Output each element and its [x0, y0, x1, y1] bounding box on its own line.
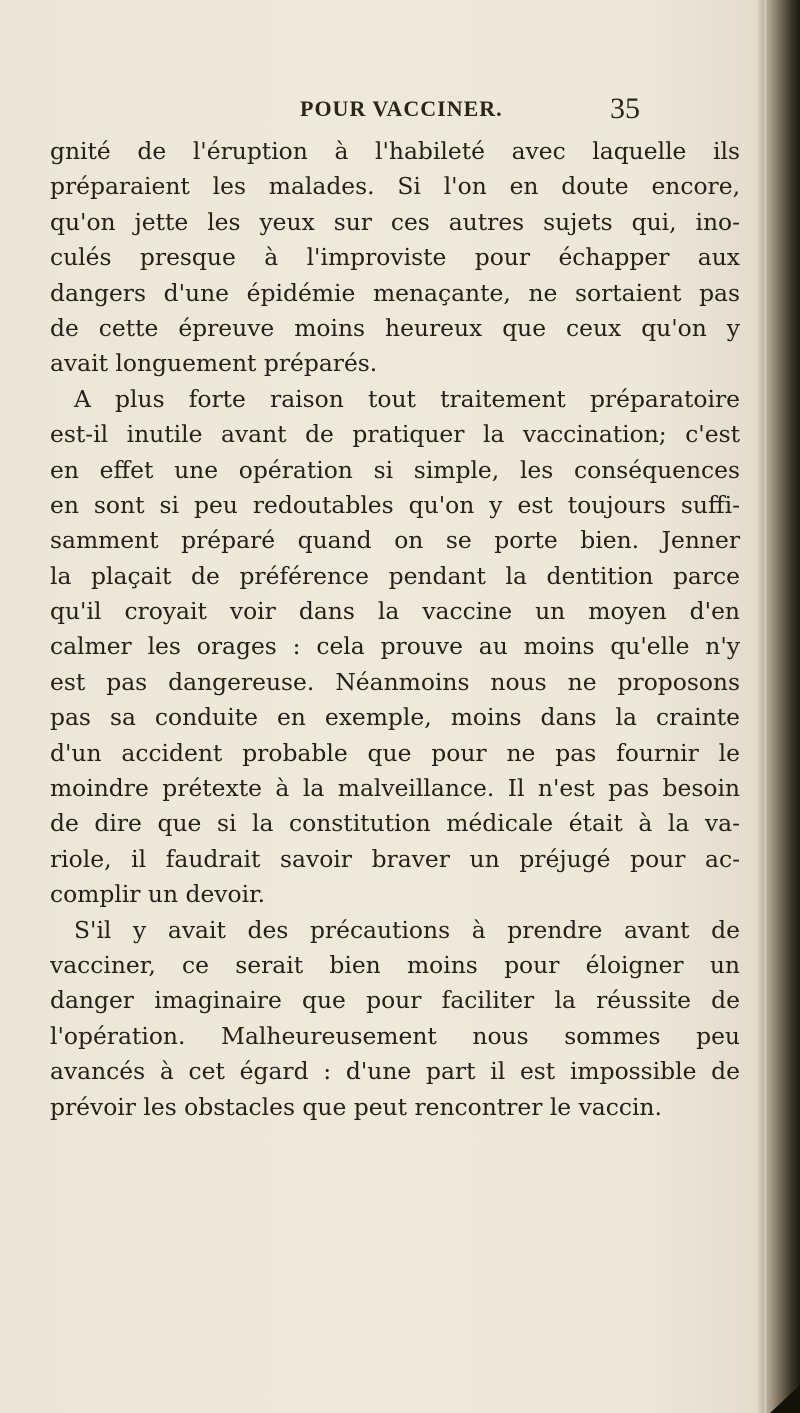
text-line: S'il y avait des précautions à prendre avant de [74, 915, 740, 944]
text-line: A plus forte raison tout traitement préparatoire [74, 384, 740, 413]
text-line: culés presque à l'improviste pour échapper aux [50, 243, 740, 272]
body-text [50, 134, 740, 1125]
text-line: gnité de l'éruption à l'habileté avec laquelle ils [50, 137, 740, 165]
text-line: vacciner, ce serait bien moins pour éloigner un [50, 950, 740, 979]
text-line: la plaçait de préférence pendant la dentition parce [50, 561, 740, 590]
text-line: dangers d'une épidémie menaçante, ne sortaient pas [50, 278, 740, 307]
text-line: avancés à cet égard : d'une part il est impossible de [50, 1057, 740, 1086]
text-line: est-il inutile avant de pratiquer la vaccination; c'est [50, 420, 740, 449]
text-line: calmer les orages : cela prouve au moins qu'elle n'y [50, 632, 740, 661]
text-line: en effet une opération si simple, les conséquences [50, 455, 740, 484]
text-line: riole, il faudrait savoir braver un préjugé pour ac- [50, 844, 740, 873]
text-line: qu'on jette les yeux sur ces autres sujets qui, ino- [50, 207, 740, 236]
text-line: pas sa conduite en exemple, moins dans la crainte [50, 703, 740, 732]
text-line: préparaient les malades. Si l'on en doute encore, [50, 172, 740, 201]
text-line: prévoir les obstacles que peut rencontrer le vaccin. [50, 1092, 662, 1121]
page-number: 35 [610, 92, 640, 125]
text-line: est pas dangereuse. Néanmoins nous ne proposons [50, 667, 740, 696]
running-head: POUR VACCINER. [300, 96, 503, 121]
text-line: l'opération. Malheureusement nous sommes peu [50, 1021, 740, 1050]
text-line: samment préparé quand on se porte bien. Jenner [50, 526, 740, 555]
text-line: avait longuement préparés. [50, 349, 378, 378]
text-line: complir un devoir. [50, 880, 266, 909]
text-line: moindre prétexte à la malveillance. Il n'est pas besoin [50, 774, 740, 803]
text-line: d'un accident probable que pour ne pas fournir le [50, 738, 740, 767]
text-line: qu'il croyait voir dans la vaccine un moyen d'en [50, 597, 740, 626]
text-line: de cette épreuve moins heureux que ceux qu'on y [50, 313, 740, 342]
text-line: de dire que si la constitution médicale était à la va- [50, 809, 740, 838]
page-header [60, 92, 740, 132]
binding-edge [758, 0, 800, 1413]
text-line: en sont si peu redoutables qu'on y est toujours suffi- [50, 490, 740, 519]
text-line: danger imaginaire que pour faciliter la réussite de [50, 986, 740, 1015]
